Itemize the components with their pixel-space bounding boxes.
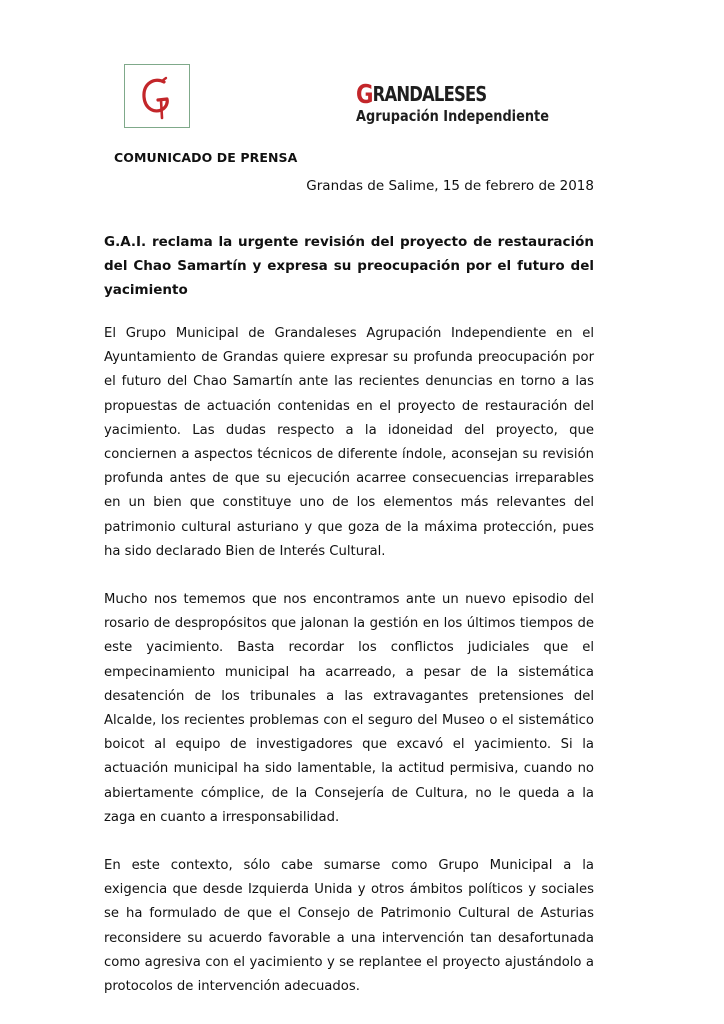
brand-name <box>356 78 486 108</box>
paragraph-2: Mucho nos tememos que nos encontramos ante un nuevo episodio del rosario de despropósitos que jalonan la gestión en los últimos tiempos de este yacimiento. Basta recordar los conflictos judiciales que el empecinamiento municipal ha acarreado, a pesar de la sistemática desatención de los tribunales a las extravagantes pretensiones del Alcalde, los recientes problemas con el seguro del Museo o el sistemático boicot al equipo de investigadores que excavó el yacimiento. Si la actuación municipal ha sido lamentable, la actitud permisiva, cuando no abiertamente cómplice, de la Consejería de Cultura, no le queda a la zaga en cuanto a irresponsabilidad. <box>104 592 594 825</box>
dateline: Grandas de Salime, 15 de febrero de 2018 <box>306 178 594 194</box>
logo-g-icon <box>125 65 189 127</box>
headline: G.A.I. reclama la urgente revisión del proyecto de restauración del Chao Samartín y expresa su preocupación por el futuro del yacimiento <box>104 234 594 298</box>
press-release-label: COMUNICADO DE PRENSA <box>114 150 298 165</box>
brand-subtitle: Agrupación Independiente <box>356 107 549 125</box>
brand-rest: RANDALESES <box>372 82 487 106</box>
paragraph-1: El Grupo Municipal de Grandaleses Agrupación Independiente en el Ayuntamiento de Grandas quiere expresar su profunda preocupación por el futuro del Chao Samartín ante las recientes denuncias en torno a las propuestas de actuación contenidas en el proyecto de restauración del yacimiento. Las dudas respecto a la idoneidad del proyecto, que conciernen a aspectos técnicos de diferente índole, aconsejan su revisión profunda antes de que su ejecución acarree consecuencias irreparables en un bien que constituye uno de los elementos más relevantes del patrimonio cultural asturiano y que goza de la máxima protección, pues ha sido declarado Bien de Interés Cultural. <box>104 326 594 559</box>
party-logo <box>124 64 190 128</box>
brand-wordmark <box>356 78 556 130</box>
document-body <box>104 230 594 1023</box>
brand-first-letter: G <box>356 80 373 110</box>
paragraph-3: En este contexto, sólo cabe sumarse como Grupo Municipal a la exigencia que desde Izquierda Unida y otros ámbitos políticos y sociales se ha formulado de que el Consejo de Patrimonio Cultural de Asturias reconsidere su acuerdo favorable a una intervención tan desafortunada como agresiva con el yacimiento y se replantee el proyecto ajustándolo a protocolos de intervención adecuados. <box>104 858 594 995</box>
